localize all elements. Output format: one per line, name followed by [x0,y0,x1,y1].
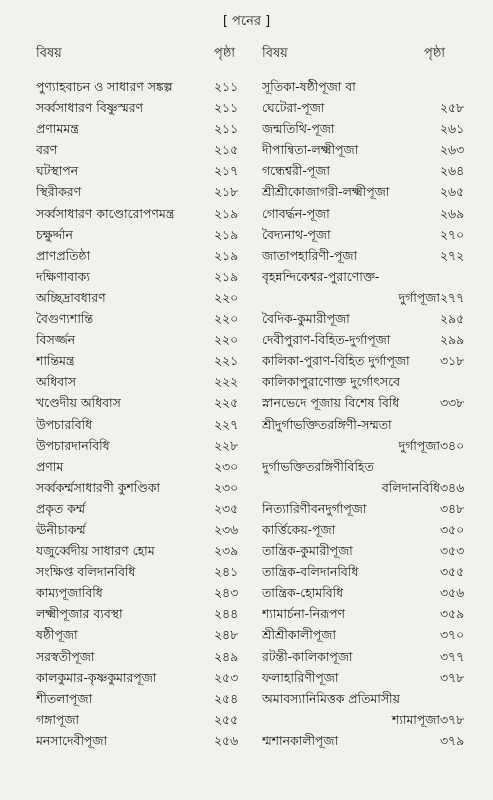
left-entry-title: স্থিরীকরণ [36,184,82,200]
left-entry-page: ২৫৬ [214,732,239,748]
left-entry-title: চক্ষুর্দ্দান [36,226,73,242]
left-entry-page: ২১৯ [214,268,239,284]
left-entry-page: ২৫৪ [214,690,239,706]
left-entry-title: লক্ষ্মীপূজার ব্যবস্থা [36,606,123,622]
left-entry-page: ২২০ [214,332,239,348]
left-entry-page: ২১৫ [214,142,239,158]
right-entry-page: ৩৪৬ [440,479,465,495]
left-entry-title: অচ্ছিদ্রাবধারণ [36,289,106,305]
right-entry-page: ৩৭৮ [440,669,465,685]
left-entry-title: ষষ্ঠীপূজা [36,627,78,643]
right-entry-title: দীপান্বিতা-লক্ষ্মীপূজা [262,142,359,158]
right-entry-page: ৩৭৮ [440,711,465,727]
left-entry-page: ২১৭ [214,163,239,179]
right-entry-title: জাতাপহারিণী-পূজা [262,247,358,263]
left-entry-title: দক্ষিণাবাক্য [36,268,90,284]
left-entry-page: ২২২ [214,374,239,390]
right-page-heading: পৃষ্ঠা [424,46,446,61]
contents-row [0,498,493,519]
left-entry-page: ২৪৯ [214,648,239,664]
right-entry-page: ৩৭০ [440,627,465,643]
contents-row [0,329,493,350]
right-entry-page: ৩৭৭ [440,648,465,664]
left-entry-title: প্রণাম [36,458,64,474]
right-entry-title: রটন্তী-কালিকাপূজা [262,648,353,664]
left-entry-title: সরস্বতীপূজা [36,648,95,664]
left-entry-title: গঙ্গাপূজা [36,711,80,727]
left-entry-page: ২২১ [214,353,239,369]
right-entry-title: দেবীপুরাণ-বিহিত-দুর্গাপূজা [262,332,391,348]
contents-row [0,245,493,266]
right-entry-title: কালিকাপুরাণোক্ত দুর্গোৎসবে [262,374,401,390]
right-entry-page: ২৯৯ [440,332,465,348]
left-entry-title: ঊনীচাকর্ম্ম [36,521,86,537]
right-entry-title: শ্যামাপূজা [391,711,440,727]
right-entry-title: কালিকা-পুরাণ-বিহিত দুর্গাপূজা [262,353,410,369]
contents-row [0,519,493,540]
page-header: [ পনের ] [222,14,271,29]
right-entry-page: ৩৪০ [440,437,465,453]
right-entry-page: ৩৭৯ [440,732,465,748]
left-entry-title: শীতলাপূজা [36,690,93,706]
right-entry-page: ৩৩৮ [440,395,465,411]
right-entry-title: শ্যামার্চনা-নিরূপণ [262,606,346,622]
left-entry-title: কালকুমার-কৃষ্ণকুমারপূজা [36,669,157,685]
contents-row [0,97,493,118]
left-entry-title: সংক্ষিপ্ত বলিদানবিধি [36,564,136,580]
right-entry-title: স্নানভেদে পূজায় বিশেষ বিধি [262,395,400,411]
contents-row [0,414,493,435]
left-entry-page: ২৩৬ [214,521,239,537]
right-entry-title: বৈদিক-কুমারীপূজা [262,311,350,327]
contents-row [0,582,493,603]
left-entry-title: প্রাণপ্রতিষ্ঠা [36,247,91,263]
left-entry-page: ২১১ [214,79,239,94]
left-entry-title: প্রণামমন্ত্র [36,121,79,137]
right-entry-title: তান্ত্রিক-কুমারীপূজা [262,543,353,559]
contents-row [0,435,493,456]
right-entry-title: জন্মতিথি-পূজা [262,121,335,137]
contents-row [0,139,493,160]
right-entry-title: দুর্গাপূজা [398,437,440,453]
left-entry-page: ২২০ [214,289,239,305]
right-entry-title: শ্রীশ্রীকালীপূজা [262,627,336,643]
contents-row [0,603,493,624]
contents-row [0,181,493,202]
right-entry-title: দুর্গাপূজা [398,289,440,305]
left-entry-page: ২২৮ [214,437,239,453]
contents-row [0,371,493,392]
left-entry-page: ২১১ [214,100,239,116]
right-entry-title: তান্ত্রিক-বলিদানবিধি [262,564,359,580]
left-entry-page: ২৪৪ [214,606,239,622]
left-entry-title: উপচারদানবিধি [36,437,110,453]
right-entry-title: কার্ত্তিকেয়-পূজা [262,521,336,537]
left-entry-page: ২৩৯ [214,543,239,559]
left-page-heading: পৃষ্ঠা [214,46,236,61]
right-entry-page: ২৬৩ [440,142,465,158]
right-entry-title: বৃহন্নন্দিকেশ্বর-পুরাণোক্ত- [262,268,380,284]
contents-row [0,561,493,582]
right-entry-title: শ্রীশ্রীকোজাগরী-লক্ষ্মীপূজা [262,184,390,200]
left-entry-title: উপচারবিধি [36,416,93,432]
left-entry-title: বরণ [36,142,58,158]
contents-row [0,308,493,329]
left-entry-title: সর্ব্বসাধারণ বিষ্ণুস্মরণ [36,100,144,116]
right-entry-title: বৈদ্যনাথ-পূজা [262,226,331,242]
left-entry-page: ২১৯ [214,247,239,263]
contents-row [0,266,493,287]
right-entry-page: ৩৫০ [440,521,465,537]
left-entry-page: ২১৯ [214,205,239,221]
contents-row [0,287,493,308]
right-entry-title: ঘেটেরা-পূজা [262,100,325,116]
right-entry-title: শ্মশানকালীপূজা [262,732,339,748]
right-subject-heading: বিষয় [262,46,288,61]
left-entry-title: অধিবাস [36,374,76,390]
right-entry-page: ২৭০ [440,226,465,242]
contents-row [0,350,493,371]
left-entry-title: সর্ব্বসাধারণ কাণ্ডোরোপণমন্ত্র [36,205,175,221]
left-entry-title: প্রকৃত কর্ম্ম [36,500,86,516]
right-entry-title: গন্ধেশ্বরী-পূজা [262,163,330,179]
contents-row [0,709,493,730]
contents-row [0,730,493,751]
right-entry-page: ২৬৯ [440,205,465,221]
right-entry-title: অমাবস্যানিমিত্তক প্রতিমাসীয় [262,690,400,706]
contents-row [0,224,493,245]
right-entry-page: ৩৫৫ [440,564,465,580]
right-entry-title: শ্রীদুর্গাভক্তিতরঙ্গিণী-সম্মতা [262,416,392,432]
right-entry-page: ২৯৫ [440,311,465,327]
contents-row [0,646,493,667]
left-entry-title: কাম্যপূজাবিধি [36,585,103,601]
contents-row [0,456,493,477]
right-entry-page: ২৭২ [440,247,465,263]
left-entry-page: ২২০ [214,311,239,327]
left-entry-page: ২৫৫ [214,711,239,727]
right-entry-page: ২৬৪ [440,163,465,179]
contents-row [0,540,493,561]
contents-row [0,118,493,139]
right-entry-title: সূতিকা-ষষ্ঠীপূজা বা [262,79,356,94]
right-entry-title: ফলাহারিণীপূজা [262,669,339,685]
right-entry-page: ২৭৭ [440,289,465,305]
left-entry-title: বিসর্জ্জন [36,332,76,348]
left-entry-page: ২৪১ [214,564,239,580]
right-entry-title: তান্ত্রিক-হোমবিধি [262,585,344,601]
left-entry-page: ২১৯ [214,226,239,242]
left-entry-page: ২১৮ [214,184,239,200]
contents-row [0,624,493,645]
left-entry-page: ২৫৩ [214,669,239,685]
contents-row [0,477,493,498]
left-entry-title: বৈগুণ্যশান্তি [36,311,93,327]
right-entry-page: ৩৫৬ [440,585,465,601]
left-entry-page: ২৪৮ [214,627,239,643]
right-entry-page: ৩৫৯ [440,606,465,622]
left-entry-title: খণ্ডেদীয় অধিবাস [36,395,121,411]
right-entry-page: ৩১৮ [440,353,465,369]
left-entry-title: শান্তিমন্ত্র [36,353,75,369]
left-entry-title: সর্ব্বকর্ম্মসাধারণী কুশণ্ডিকা [36,479,161,495]
right-entry-title: নিত্যারিণীবনদুর্গাপূজা [262,500,367,516]
right-entry-title: বলিদানবিধি [381,479,440,495]
left-entry-page: ২৩০ [214,458,239,474]
contents-row [0,203,493,224]
left-entry-title: পুণ্যাহবাচন ও সাধারণ সঙ্কল্প [36,79,173,94]
left-entry-page: ২৩৫ [214,500,239,516]
right-entry-page: ২৬৫ [440,184,465,200]
left-entry-page: ২১১ [214,121,239,137]
left-entry-page: ২৪৩ [214,585,239,601]
left-entry-title: মনসাদেবীপূজা [36,732,108,748]
right-entry-page: ২৫৮ [440,100,465,116]
right-entry-page: ৩৪৮ [440,500,465,516]
contents-row [0,76,493,97]
contents-row [0,688,493,709]
right-entry-page: ২৬১ [440,121,465,137]
contents-row [0,667,493,688]
contents-row [0,392,493,413]
contents-table [0,76,493,751]
left-entry-title: যজুর্ব্বেদীয় সাধারণ হোম [36,543,155,559]
right-entry-title: দুর্গাভক্তিতরঙ্গিণীবিহিত [262,458,374,474]
left-entry-page: ২২৭ [214,416,239,432]
right-entry-page: ৩৫৩ [440,543,465,559]
left-entry-page: ২২৫ [214,395,239,411]
left-entry-title: ঘটস্থাপন [36,163,79,179]
contents-row [0,160,493,181]
left-subject-heading: বিষয় [36,46,62,61]
right-entry-title: গোবর্দ্ধন-পূজা [262,205,330,221]
left-entry-page: ২৩০ [214,479,239,495]
